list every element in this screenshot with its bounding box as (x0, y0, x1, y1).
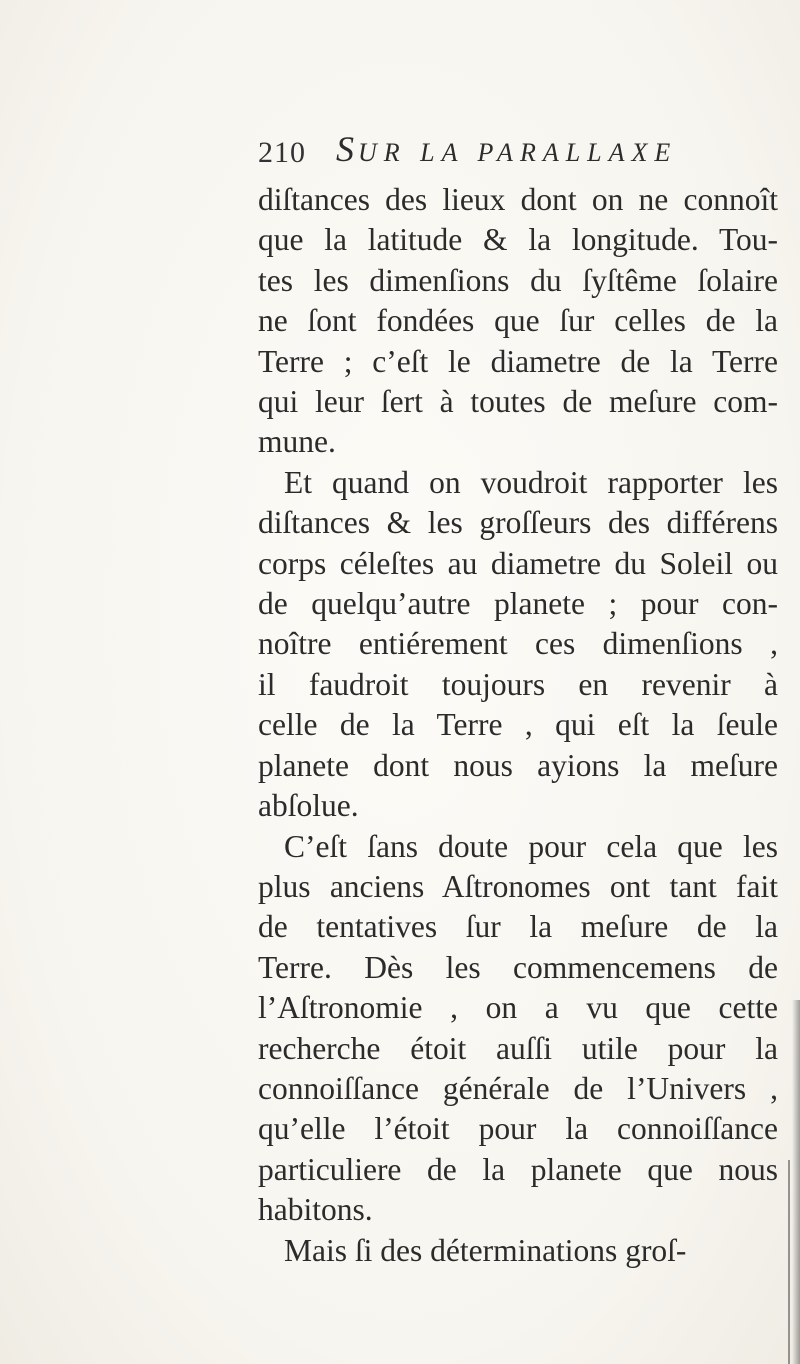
text-line: planete dont nous ayions la meſure (258, 747, 778, 783)
text-line: celle de la Terre , qui eſt la ſeule (258, 707, 778, 743)
page-edge-line (788, 1160, 790, 1364)
text-line: mune. (258, 424, 336, 460)
text-line: habitons. (258, 1192, 373, 1228)
body-text (258, 180, 778, 1271)
text-line: noître entiérement ces dimenſions , (258, 626, 778, 662)
text-line: l’Aſtronomie , on a vu que cette (258, 990, 778, 1026)
text-line: diſtances des lieux dont on ne connoît (258, 182, 778, 217)
paragraph (258, 827, 778, 1231)
running-title (336, 128, 677, 170)
text-line: Terre ; c’eſt le diametre de la Terre (258, 343, 778, 379)
text-line: de quelqu’autre planete ; pour con- (258, 586, 778, 622)
text-line: plus anciens Aſtronomes ont tant fait (258, 868, 778, 904)
text-line: tes les dimenſions du ſyſtême ſolaire (258, 262, 778, 298)
text-line: Et quand on voudroit rapporter les (284, 464, 778, 500)
text-line: abſolue. (258, 788, 359, 824)
paragraph (258, 1231, 778, 1271)
page-edge-shadow (792, 1000, 800, 1364)
running-header (258, 128, 778, 178)
paragraph (258, 180, 778, 463)
text-line: de tentatives ſur la meſure de la (258, 909, 778, 945)
text-line: recherche étoit auſſi utile pour la (258, 1030, 778, 1066)
text-line: diſtances & les groſſeurs des différens (258, 505, 778, 541)
text-line: que la latitude & la longitude. Tou- (258, 222, 778, 258)
text-line: corps céleſtes au diametre du Soleil ou (258, 545, 778, 581)
text-line: il faudroit toujours en revenir à (258, 666, 778, 702)
text-line: connoiſſance générale de l’Univers , (258, 1070, 778, 1106)
running-title-rest: UR LA PARALLAXE (358, 138, 678, 167)
text-line: ne ſont fondées que ſur celles de la (258, 303, 778, 339)
text-line: C’eſt ſans doute pour cela que les (284, 828, 778, 864)
text-line: qu’elle l’étoit pour la connoiſſance (258, 1111, 778, 1147)
page-number: 210 (258, 136, 306, 169)
text-line: particuliere de la planete que nous (258, 1151, 778, 1187)
text-line: Mais ſi des déterminations groſ- (284, 1232, 687, 1268)
text-line: Terre. Dès les commencemens de (258, 949, 778, 985)
running-title-initial: S (336, 129, 358, 169)
text-line: qui leur ſert à toutes de meſure com- (258, 384, 778, 420)
paragraph (258, 463, 778, 827)
